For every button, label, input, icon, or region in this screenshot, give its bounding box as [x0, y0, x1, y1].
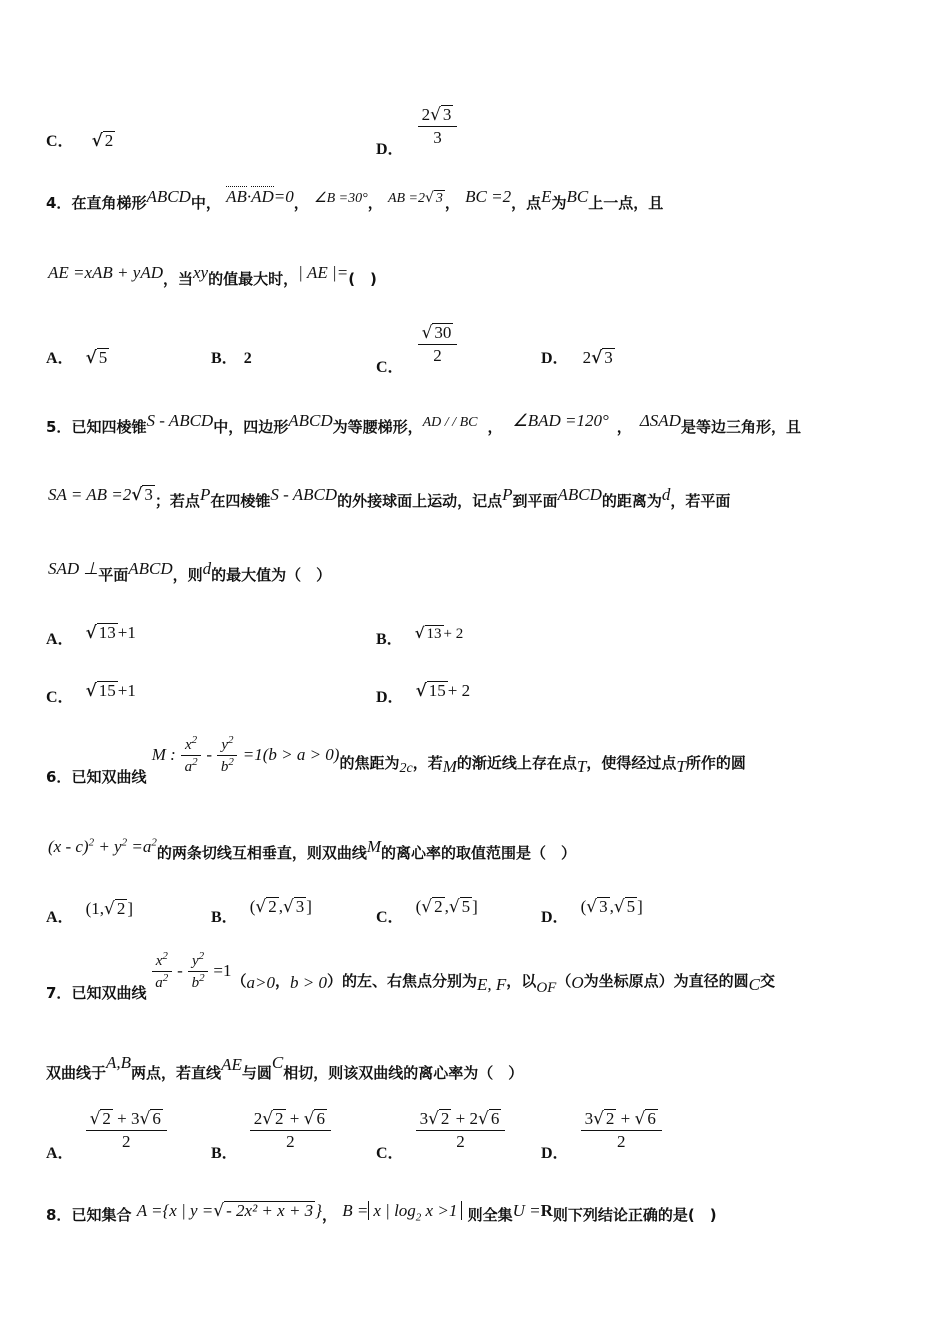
q7-option-b[interactable]: B． $\frac{2√ 2 + √ 6}{2}$	[211, 1108, 331, 1153]
q4-option-c[interactable]: C． $\frac{√ 30}{2}$	[376, 322, 457, 367]
q4-stem-line1: 4．在直角梯形ABCD中， AB·AD=0， ∠B =30°， AB =2√ 3 ， BC =2，点E为BC上一点，且	[46, 187, 664, 212]
q4-option-a[interactable]: A． √ 5	[46, 348, 108, 368]
sqrt-icon: √	[91, 131, 103, 151]
q4-option-b[interactable]: B． 2	[211, 350, 252, 367]
q4-option-d[interactable]: D． 2√ 3	[541, 348, 613, 368]
vector-ad: AD	[251, 187, 274, 206]
q7-stem-line1: 7．已知双曲线 $\frac{x^2}{a^2}$ - $\frac{y^2}{b^2}$ =1（a>0，b > 0）的左、右焦点分别为E, F，以OF（O为坐标原点）为直径的圆C交	[46, 950, 775, 1002]
q7-option-d[interactable]: D． $\frac{3√ 2 + √ 6}{2}$	[541, 1108, 662, 1153]
q6-option-b[interactable]: B． (√ 2 ,√ 3 ]	[211, 897, 312, 926]
q5-option-b[interactable]: B． √ 13 + 2	[376, 624, 464, 648]
q4-stem-line2: AE =xAB + yAD，当xy的值最大时，| AE |=( )	[48, 263, 377, 288]
option-label: C．	[46, 133, 74, 150]
q7-option-a[interactable]: A． $\frac{√ 2 + 3√ 6}{2}$	[46, 1108, 167, 1153]
fraction: $\frac{2√ 3}{3}$	[418, 104, 458, 149]
q5-option-a[interactable]: A． √ 13 +1	[46, 623, 136, 648]
q6-option-d[interactable]: D． (√ 3 ,√ 5 ]	[541, 897, 643, 926]
q6-option-c[interactable]: C． (√ 2 ,√ 5 ]	[376, 897, 478, 926]
option-value: 2	[104, 131, 114, 150]
q6-stem-line2: $(x - c)^2 + y^2 =a^2$的两条切线互相垂直，则双曲线M的离心率的取值范围是（ ）	[48, 836, 577, 862]
vector-ab: AB	[226, 187, 247, 206]
q5-option-d[interactable]: D． √ 15 + 2	[376, 681, 471, 706]
q3-option-c[interactable]	[46, 128, 115, 151]
q7-option-c[interactable]: C． $\frac{3√ 2 + 2√ 6}{2}$	[376, 1108, 505, 1153]
q5-stem-line3: SAD ⊥平面ABCD，则d的最大值为（ ）	[48, 559, 332, 584]
q8-stem: 8．已知集合 A ={x | y =√ - 2x² + x + 3 }， B = x | $\log_2 x >1$ 则全集U =R则下列结论正确的是( )	[46, 1201, 717, 1224]
q5-stem-line1: 5．已知四棱锥S - ABCD中，四边形ABCD为等腰梯形，AD / / BC ， ∠BAD =120° ， ΔSAD是等边三角形，且	[46, 411, 801, 436]
q3-option-d[interactable]	[376, 104, 457, 158]
q6-option-a[interactable]: A． (1,√ 2 ]	[46, 899, 133, 926]
q5-option-c[interactable]: C． √ 15 +1	[46, 681, 136, 706]
q5-stem-line2: SA = AB =2√ 3 ；若点P在四棱锥S - ABCD的外接球面上运动，记点P到平面ABCD的距离为d，若平面	[48, 485, 731, 510]
q6-stem-line1: 6．已知双曲线 M : $\frac{x^2}{a^2}$ - $\frac{y^2}{b^2}$ =1(b > a > 0)的焦距为2c，若M的渐近线上存在点T，使得经过点T所作的圆	[46, 734, 746, 786]
q7-stem-line2: 双曲线于A,B两点，若直线AE与圆C相切，则该双曲线的离心率为（ ）	[46, 1053, 524, 1082]
option-label: D．	[376, 140, 404, 158]
